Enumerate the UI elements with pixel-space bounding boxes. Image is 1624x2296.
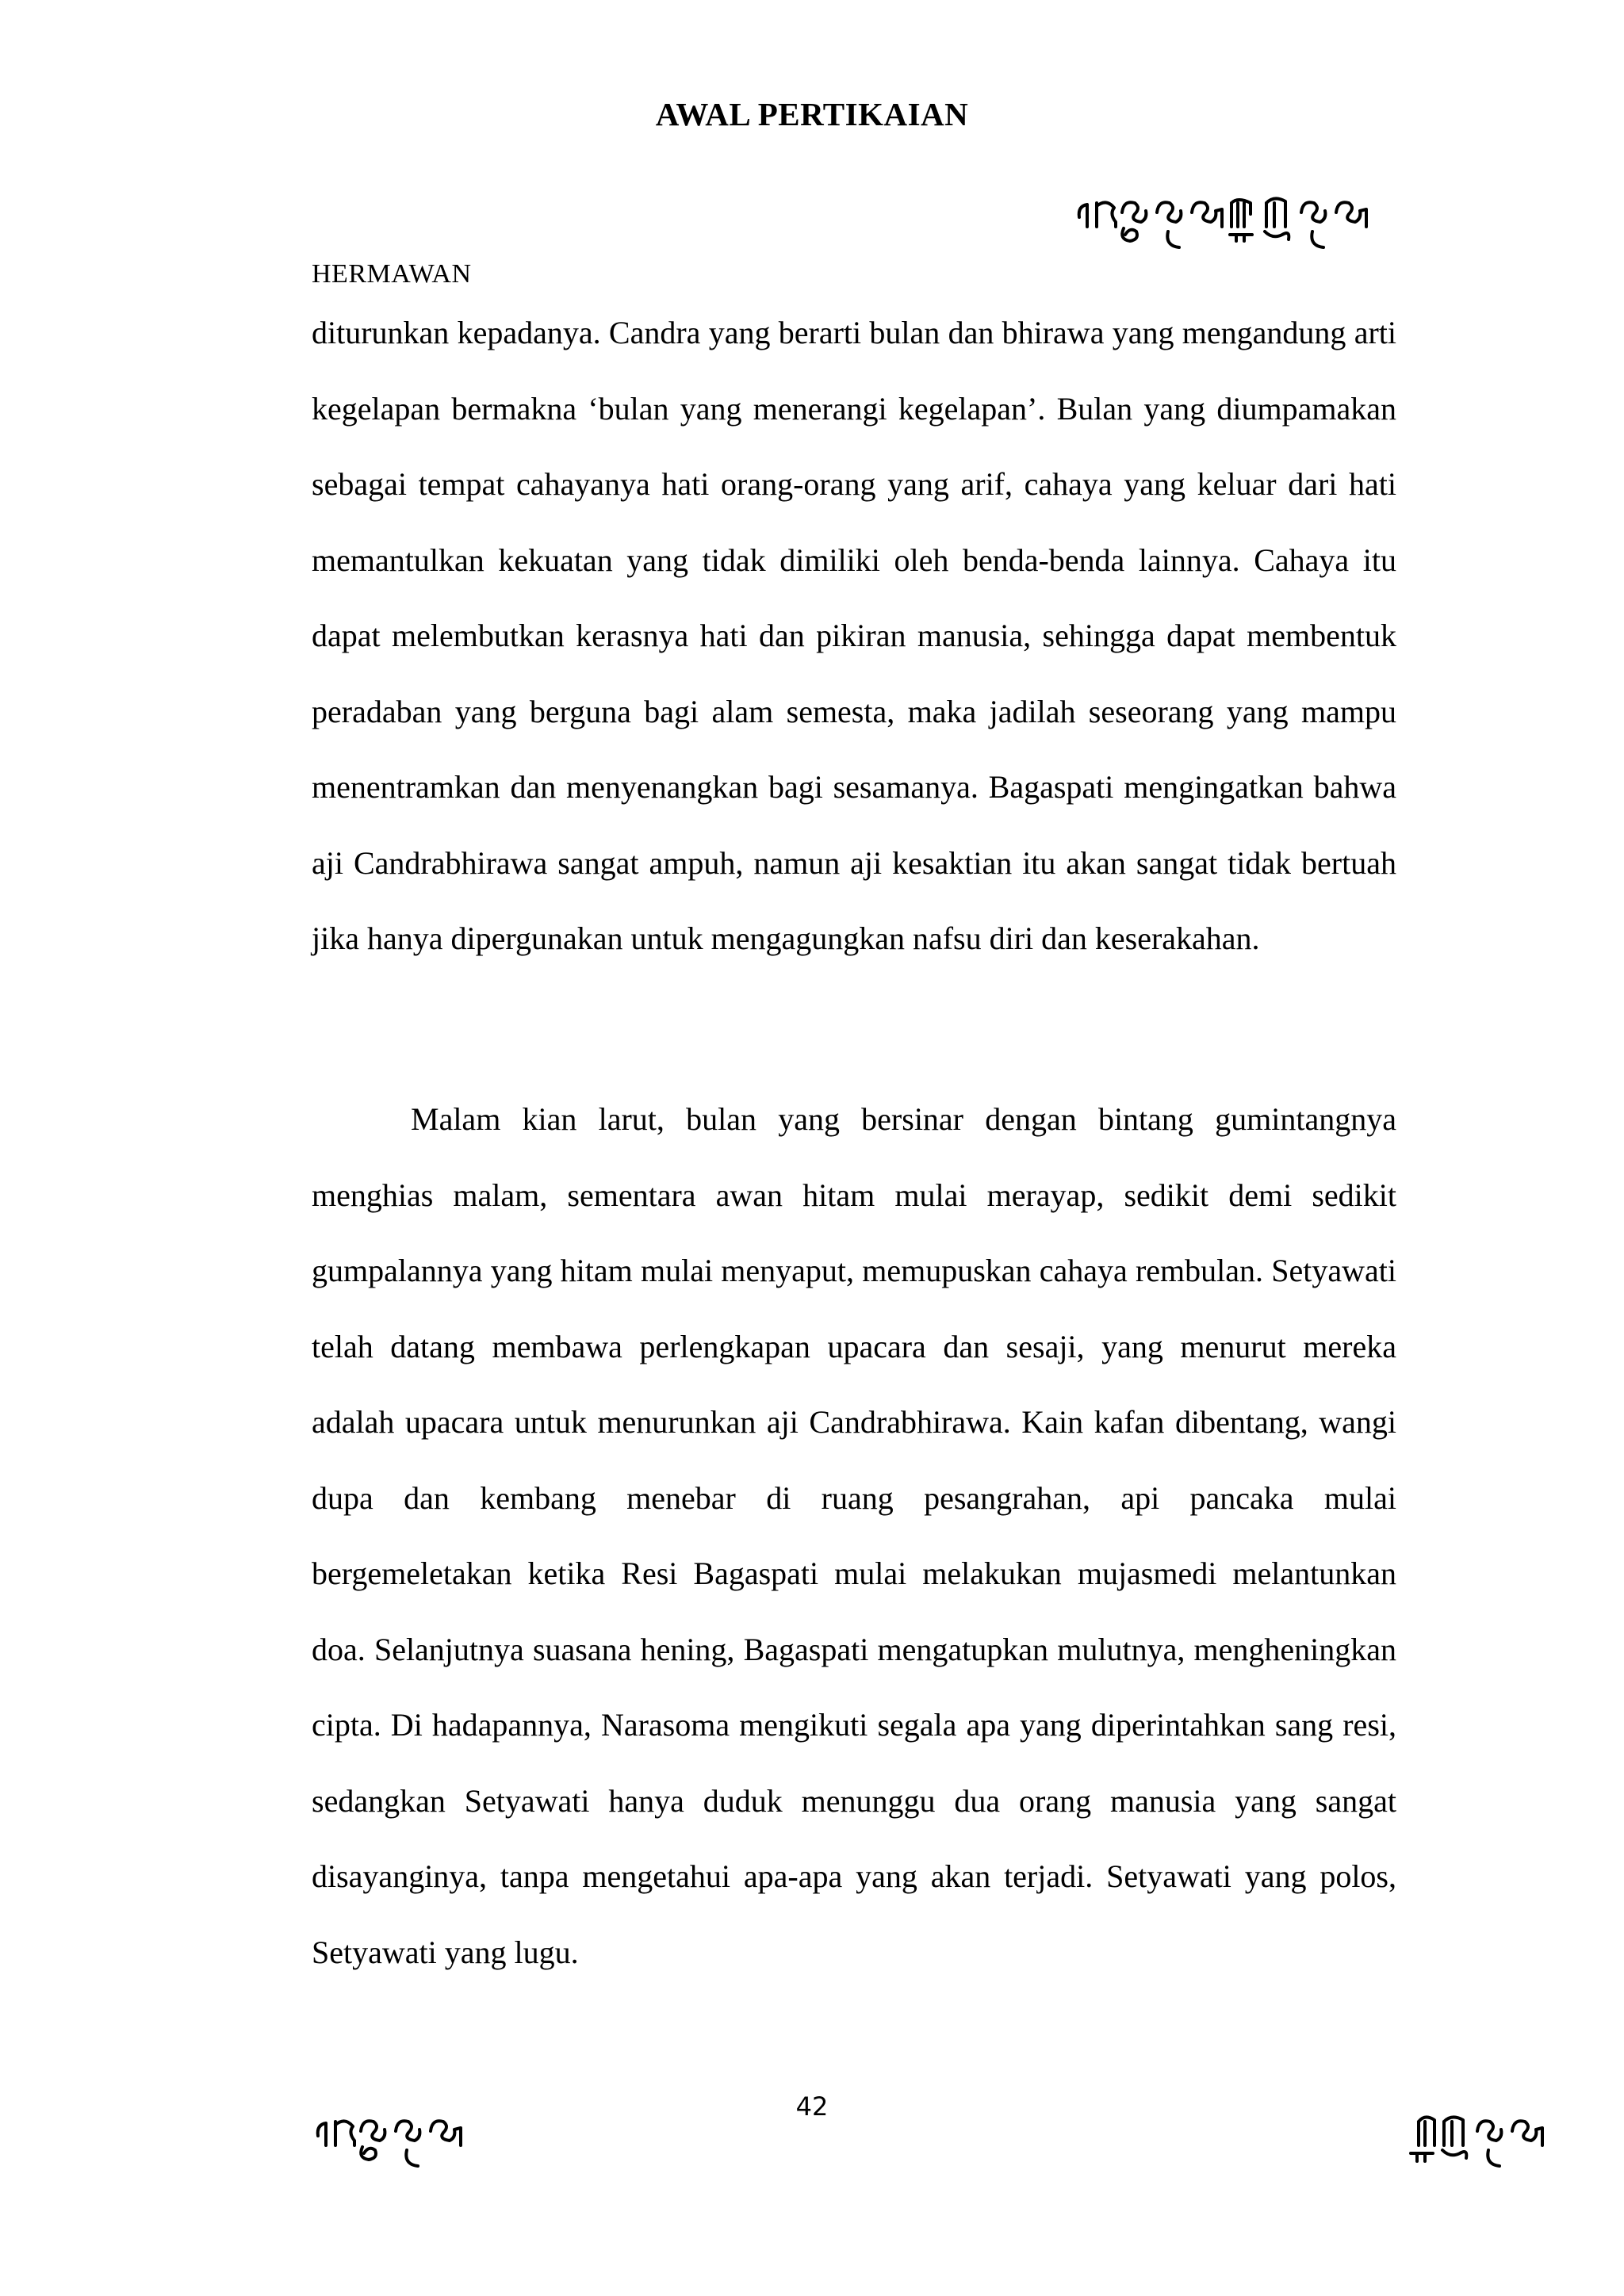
page-number: 42 <box>795 2091 829 2122</box>
paragraph-text: diturunkan kepadanya. Candra yang berarti bulan dan bhirawa yang mengandung arti kegelapan bermakna ‘bulan yang menerangi kegelapan’. Bulan yang diumpamakan sebagai tempat cahayanya hati orang-orang yang arif, cahaya yang keluar dari hati memantulkan kekuatan yang tidak dimiliki oleh benda-benda lainnya. Cahaya itu dapat melembutkan kerasnya hati dan pikiran manusia, sehingga dapat membentuk peradaban yang berguna bagi alam semesta, maka jadilah seseorang yang mampu menentramkan dan menyenangkan bagi sesamanya. Bagaspati mengingatkan bahwa aji Candrabhirawa sangat ampuh, namun aji kesaktian itu akan sangat tidak bertuah jika hanya dipergunakan untuk mengagungkan nafsu diri dan keserakahan. <box>312 315 1396 956</box>
author-name: HERMAWAN <box>312 259 472 289</box>
paragraph-2 <box>312 1081 1396 1990</box>
javanese-script-ornament-icon <box>313 2109 496 2184</box>
javanese-script-ornament-icon <box>1408 2109 1566 2184</box>
page-title: AWAL PERTIKAIAN <box>655 96 969 132</box>
javanese-script-ornament-icon <box>1074 190 1408 266</box>
paragraph-1 <box>312 295 1396 977</box>
paragraph-text: Malam kian larut, bulan yang bersinar dengan bintang gumintangnya menghias malam, sementara awan hitam mulai merayap, sedikit demi sedikit gumpalannya yang hitam mulai menyaput, memupuskan cahaya rembulan. Setyawati telah datang membawa perlengkapan upacara dan sesaji, yang menurut mereka adalah upacara untuk menurunkan aji Candrabhirawa. Kain kafan dibentang, wangi dupa dan kembang menebar di ruang pesangrahan, api pancaka mulai bergemeletakan ketika Resi Bagaspati mulai melakukan mujasmedi melantunkan doa. Selanjutnya suasana hening, Bagaspati mengatupkan mulutnya, mengheningkan cipta. Di hadapannya, Narasoma mengikuti segala apa yang diperintahkan sang resi, sedangkan Setyawati hanya duduk menunggu dua orang manusia yang sangat disayanginya, tanpa mengetahui apa-apa yang akan terjadi. Setyawati yang polos, Setyawati yang lugu. <box>312 1101 1396 1970</box>
